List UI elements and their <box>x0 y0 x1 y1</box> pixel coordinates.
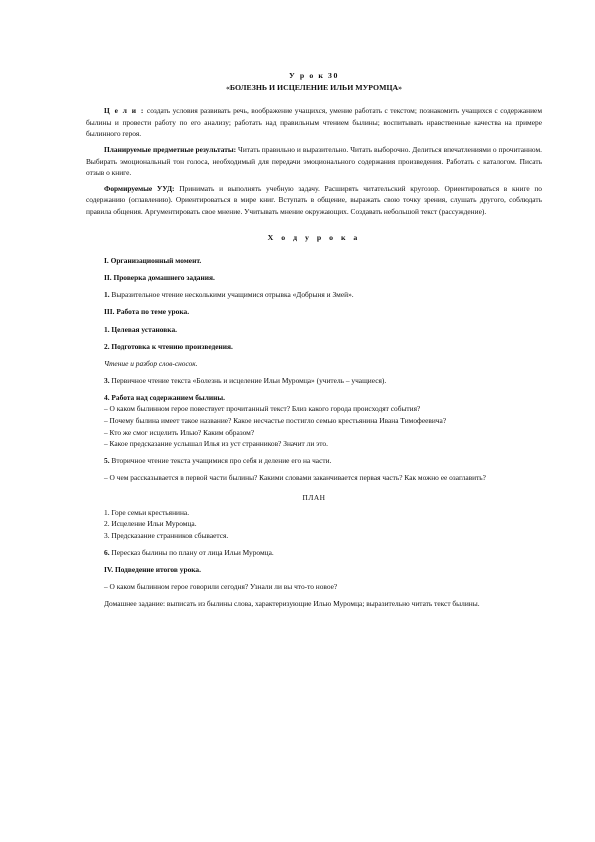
plan-item: 2. Исцеление Ильи Муромца. <box>104 519 197 529</box>
results-paragraph <box>86 144 542 179</box>
reading-preparation: 2. Подготовка к чтению произведения. <box>104 341 233 351</box>
uud-label: Формируемые УУД: <box>104 183 175 193</box>
item-text: Пересказ былины по плану от лица Ильи Муромца. <box>109 547 274 557</box>
course-heading: Х о д у р о к а <box>267 232 361 242</box>
item-number: 1. <box>104 290 110 300</box>
question-3: – Кто же смог исцелить Илью? Каким образом? <box>104 427 255 437</box>
plan-title: ПЛАН <box>302 493 326 503</box>
question-1: – О каком былинном герое повествует прочитанный текст? Близ какого города происходят события? <box>104 404 421 414</box>
target-setting: 1. Целевая установка. <box>104 324 177 334</box>
item-number: 5. <box>104 456 110 466</box>
results-label: Планируемые предметные результаты: <box>104 144 237 154</box>
content-work: 4. Работа над содержанием былины. <box>104 392 225 402</box>
retelling-item <box>86 547 542 559</box>
results-text: Читать правильно и выразительно. Читать выборочно. Делиться впечатлениями о прочитанном. Выбирать эмоциональный тон голоса, необходимый для передачи эмоционального содержания произведения. Работать с каталогом. Писать отзыв о книге. <box>86 144 542 178</box>
plan-item: 1. Горе семьи крестьянина. <box>104 507 190 517</box>
question-4: – Какое предсказание услышал Илья из уст странников? Значит ли это. <box>104 439 328 449</box>
homework-assignment: Домашнее задание: выписать из былины слова, характеризующие Илью Муромца; выразительно читать текст былины. <box>104 599 480 609</box>
document-content <box>86 70 542 610</box>
question-6: – О каком былинном герое говорили сегодня? Узнали ли вы что-то новое? <box>104 582 338 592</box>
lesson-title: «БОЛЕЗНЬ И ИСЦЕЛЕНИЕ ИЛЬИ МУРОМЦА» <box>225 82 403 92</box>
lesson-number: У р о к 30 <box>288 71 340 80</box>
item-number: 6. <box>104 547 110 557</box>
item-text: Вторичное чтение текста учащимися про себя и деление его на части. <box>109 456 332 466</box>
homework-reading-item <box>86 289 542 301</box>
second-reading-item <box>86 455 542 467</box>
goals-label: Ц е л и : <box>104 106 145 116</box>
question-5: – О чем рассказывается в первой части былины? Какими словами заканчивается первая часть? Как можно ее озаглавить? <box>104 473 486 483</box>
vocabulary-work: Чтение и разбор слов-сносок. <box>104 358 198 368</box>
goals-paragraph <box>86 105 542 140</box>
item-text: Выразительное чтение несколькими учащимися отрывка «Добрыня и Змей». <box>109 290 354 300</box>
first-reading-item <box>86 375 542 387</box>
section-homework-check: II. Проверка домашнего задания. <box>104 273 215 283</box>
section-organization: I. Организационный момент. <box>104 256 202 266</box>
uud-text: Принимать и выполнять учебную задачу. Расширять читательский кругозор. Ориентироваться в книге по содержанию (оглавлению). Ориентироваться в мире книг. Вступать в общение, выражать свою точку зрения, слушать другого, соблюдать правила общения. Аргументировать свое мнение. Учитывать мнение окружающих. Создавать небольшой текст (рассуждение). <box>86 183 542 216</box>
goals-text: создать условия развивать речь, воображение учащихся, умение работать с текстом; познакомить учащихся с содержанием былины и провести работу по его анализу; работать над правильным чтением былины; воспитывать нравственные качества на примере былинного героя. <box>86 106 542 139</box>
item-number: 3. <box>104 375 110 385</box>
section-lesson-work: III. Работа по теме урока. <box>104 307 190 317</box>
item-text: Первичное чтение текста «Болезнь и исцеление Ильи Муромца» (учитель – учащиеся). <box>109 375 387 385</box>
uud-paragraph <box>86 183 542 218</box>
plan-item: 3. Предсказание странников сбывается. <box>104 530 229 540</box>
section-summary: IV. Подведение итогов урока. <box>104 565 201 574</box>
question-2: – Почему былина имеет такое название? Какое несчастье постигло семью крестьянина Ивана Тимофеевича? <box>104 416 447 426</box>
